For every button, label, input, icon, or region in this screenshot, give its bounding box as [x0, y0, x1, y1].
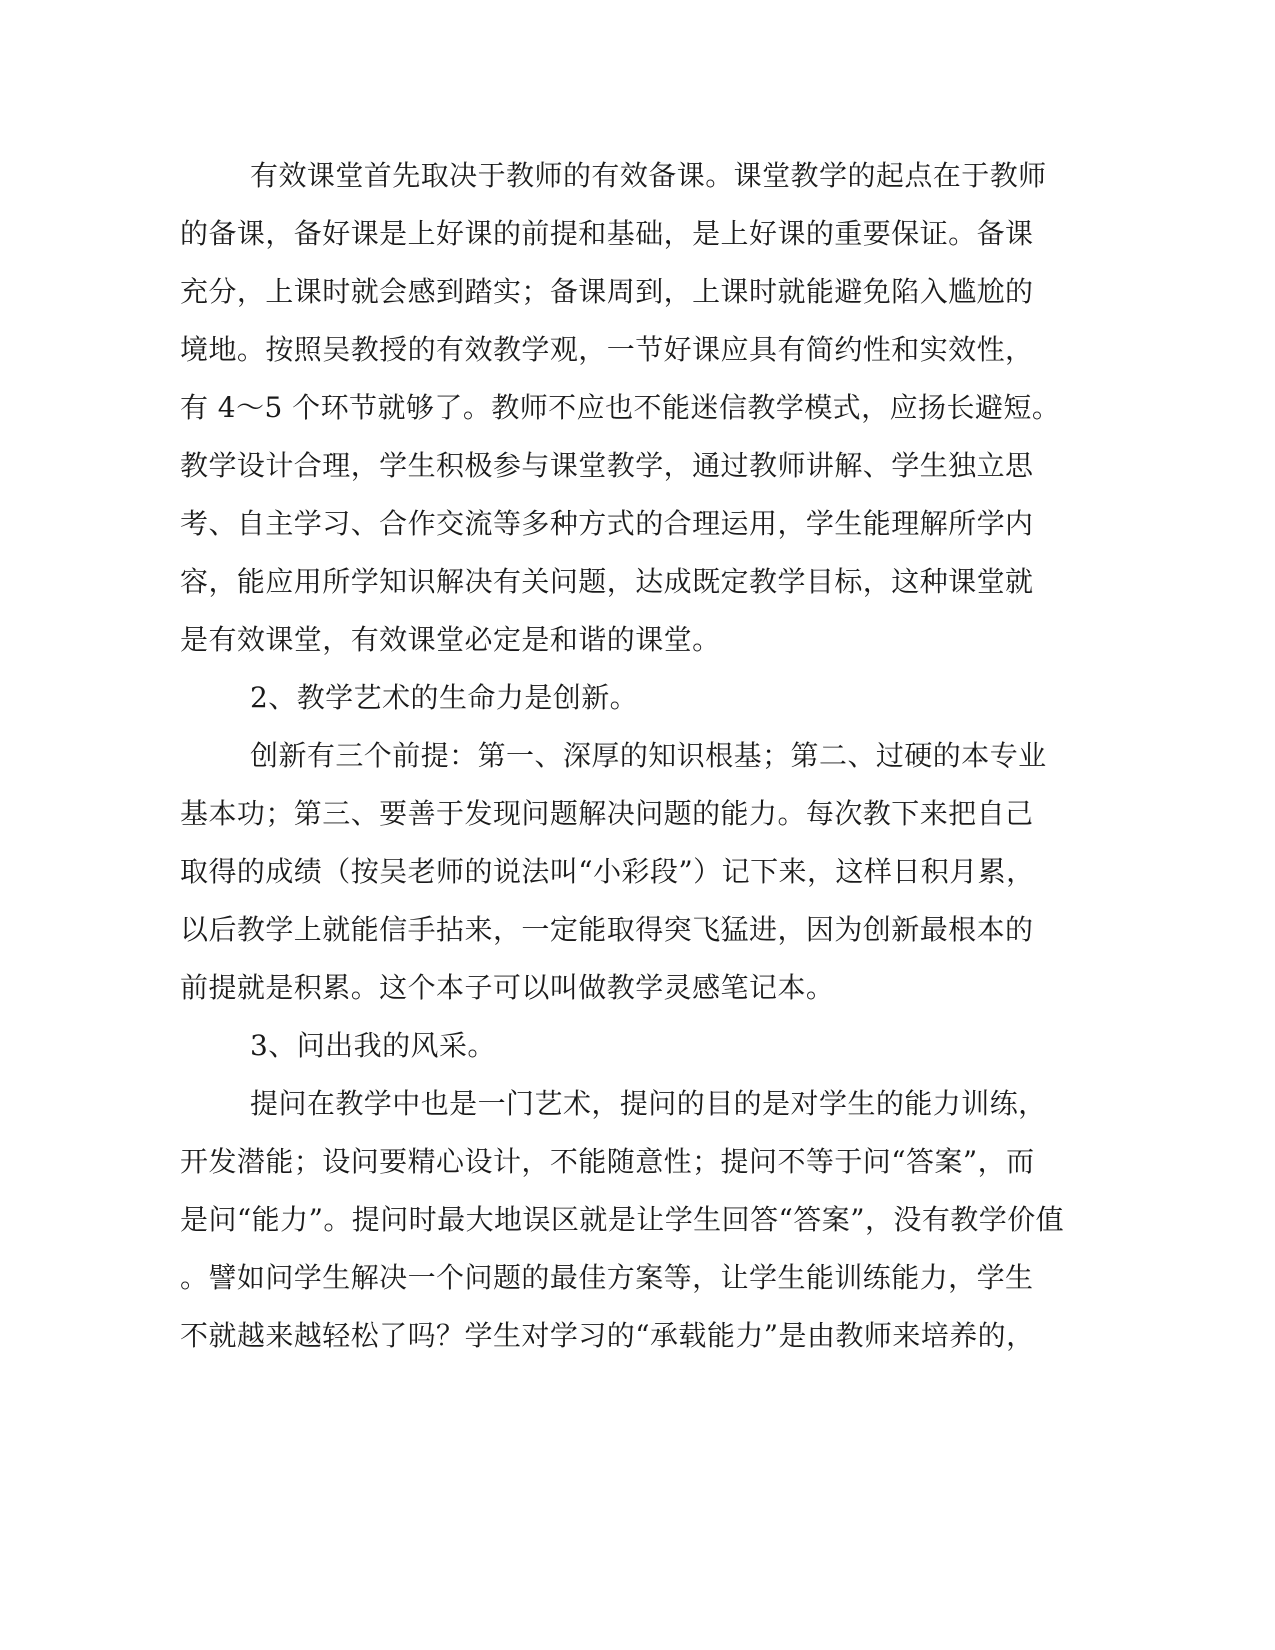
paragraph-1-line-4: 境地。按照吴教授的有效教学观，一节好课应具有简约性和实效性，	[180, 333, 1034, 366]
paragraph-2-line-2: 基本功；第三、要善于发现问题解决问题的能力。每次教下来把自己	[180, 797, 1034, 830]
paragraph-1-line-1: 有效课堂首先取决于教师的有效备课。课堂教学的起点在于教师	[250, 159, 1047, 192]
paragraph-3-line-1: 提问在教学中也是一门艺术，提问的目的是对学生的能力训练，	[250, 1087, 1047, 1120]
paragraph-2-line-3: 取得的成绩（按吴老师的说法叫“小彩段”）记下来，这样日积月累，	[180, 855, 1035, 888]
paragraph-2-line-1: 创新有三个前提：第一、深厚的知识根基；第二、过硬的本专业	[250, 739, 1047, 772]
paragraph-2-line-4: 以后教学上就能信手拈来，一定能取得突飞猛进，因为创新最根本的	[180, 913, 1034, 946]
paragraph-3-line-5: 不就越来越轻松了吗？学生对学习的“承载能力”是由教师来培养的，	[180, 1319, 1035, 1352]
section-heading-3: 3、问出我的风采。	[250, 1029, 496, 1062]
paragraph-1-line-3: 充分，上课时就会感到踏实；备课周到，上课时就能避免陷入尴尬的	[180, 275, 1034, 308]
paragraph-3-line-4: 。譬如问学生解决一个问题的最佳方案等，让学生能训练能力，学生	[180, 1261, 1034, 1294]
paragraph-1-line-6: 教学设计合理，学生积极参与课堂教学，通过教师讲解、学生独立思	[180, 449, 1034, 482]
paragraph-1-line-5: 有 4～5 个环节就够了。教师不应也不能迷信教学模式，应扬长避短。	[180, 391, 1061, 424]
paragraph-1-line-2: 的备课，备好课是上好课的前提和基础，是上好课的重要保证。备课	[180, 217, 1034, 250]
paragraph-1-line-9: 是有效课堂，有效课堂必定是和谐的课堂。	[180, 623, 721, 656]
section-heading-2: 2、教学艺术的生命力是创新。	[250, 681, 639, 714]
paragraph-3-line-2: 开发潜能；设问要精心设计，不能随意性；提问不等于问“答案”，而	[180, 1145, 1035, 1178]
paragraph-1-line-7: 考、自主学习、合作交流等多种方式的合理运用，学生能理解所学内	[180, 507, 1034, 540]
paragraph-2-line-5: 前提就是积累。这个本子可以叫做教学灵感笔记本。	[180, 971, 835, 1004]
paragraph-3-line-3: 是问“能力”。提问时最大地误区就是让学生回答“答案”，没有教学价值	[180, 1203, 1065, 1236]
paragraph-1-line-8: 容，能应用所学知识解决有关问题，达成既定教学目标，这种课堂就	[180, 565, 1034, 598]
